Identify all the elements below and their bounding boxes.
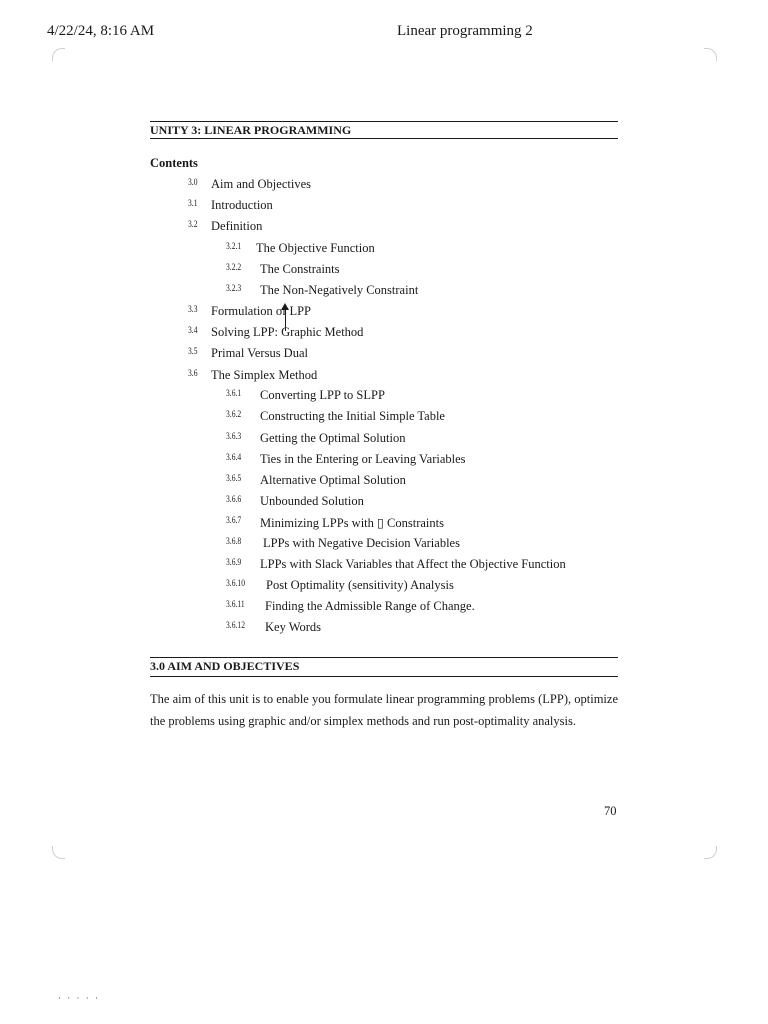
unit-title-top-rule	[150, 121, 618, 122]
toc-item-label: LPPs with Slack Variables that Affect the Objective Function	[260, 557, 566, 571]
page-corner-bottom-left	[52, 846, 65, 859]
toc-item-number: 3.6	[188, 369, 198, 379]
toc-item-number: 3.6.9	[226, 558, 242, 568]
toc-item-number: 3.2.3	[226, 284, 242, 294]
toc-item-label: Getting the Optimal Solution	[260, 431, 406, 445]
mouse-cursor-arrow-icon	[281, 303, 289, 310]
toc-item-number: 3.6.6	[226, 495, 242, 505]
toc-item-number: 3.5	[188, 347, 198, 357]
toc-item-label: Converting LPP to SLPP	[260, 388, 385, 402]
toc-item-label: Primal Versus Dual	[211, 346, 308, 360]
contents-heading: Contents	[150, 156, 198, 170]
toc-item-label: Formulation of LPP	[211, 304, 312, 318]
toc-item-label: The Constraints	[260, 262, 340, 276]
toc-item-number: 3.1	[188, 199, 198, 209]
toc-item-number: 3.6.10	[226, 579, 245, 589]
toc-item-number: 3.3	[188, 305, 198, 315]
toc-item-number: 3.6.8	[226, 537, 242, 547]
toc-item-label: Post Optimality (sensitivity) Analysis	[266, 578, 454, 592]
toc-item-label: Ties in the Entering or Leaving Variables	[260, 452, 466, 466]
toc-item-label: LPPs with Negative Decision Variables	[263, 536, 460, 550]
toc-item-number: 3.2.2	[226, 263, 242, 273]
aim-paragraph: The aim of this unit is to enable you formulate linear programming problems (LPP), optimize the problems using graphic and/or simplex methods and run post-optimality analysis.	[150, 692, 618, 728]
toc-item-label: Unbounded Solution	[260, 494, 364, 508]
toc-item-label: Alternative Optimal Solution	[260, 473, 406, 487]
print-timestamp: 4/22/24, 8:16 AM	[47, 23, 155, 39]
toc-item-number: 3.6.12	[226, 621, 245, 631]
page-corner-top-left	[52, 48, 65, 61]
toc-item-number: 3.4	[188, 326, 198, 336]
toc-item-label: The Non-Negatively Constraint	[260, 283, 419, 297]
toc-item-number: 3.2.1	[226, 242, 242, 252]
section-title-top-rule	[150, 657, 618, 658]
toc-item-label: The Objective Function	[256, 241, 375, 255]
page-corner-top-right	[704, 48, 717, 61]
toc-item-number: 3.6.5	[226, 474, 242, 484]
toc-item-number: 3.6.11	[226, 600, 245, 610]
toc-item-label: Definition	[211, 219, 263, 233]
page-number: 70	[604, 804, 617, 818]
section-title: 3.0 AIM AND OBJECTIVES	[150, 659, 300, 673]
toc-item-label: Constructing the Initial Simple Table	[260, 409, 445, 423]
toc-item-number: 3.6.4	[226, 453, 242, 463]
toc-item-number: 3.6.3	[226, 432, 242, 442]
toc-item-label: Introduction	[211, 198, 273, 212]
toc-item-label: Minimizing LPPs with ▯ Constraints	[260, 516, 444, 530]
print-page-title: Linear programming 2	[397, 23, 533, 39]
toc-item-number: 3.6.7	[226, 516, 242, 526]
toc-item-number: 3.6.1	[226, 389, 242, 399]
toc-item-number: 3.2	[188, 220, 198, 230]
footer-mark: · · · · ·	[58, 993, 100, 1003]
toc-item-label: The Simplex Method	[211, 368, 318, 382]
unit-title: UNITY 3: LINEAR PROGRAMMING	[150, 123, 352, 137]
unit-title-bottom-rule	[150, 138, 618, 139]
section-title-bottom-rule	[150, 676, 618, 677]
page-corner-bottom-right	[704, 846, 717, 859]
toc-item-number: 3.6.2	[226, 410, 242, 420]
toc-item-label: Aim and Objectives	[211, 177, 311, 191]
toc-item-label: Key Words	[265, 620, 322, 634]
toc-item-number: 3.0	[188, 178, 198, 188]
toc-item-label: Solving LPP: Graphic Method	[211, 325, 364, 339]
toc-item-label: Finding the Admissible Range of Change.	[265, 599, 475, 613]
